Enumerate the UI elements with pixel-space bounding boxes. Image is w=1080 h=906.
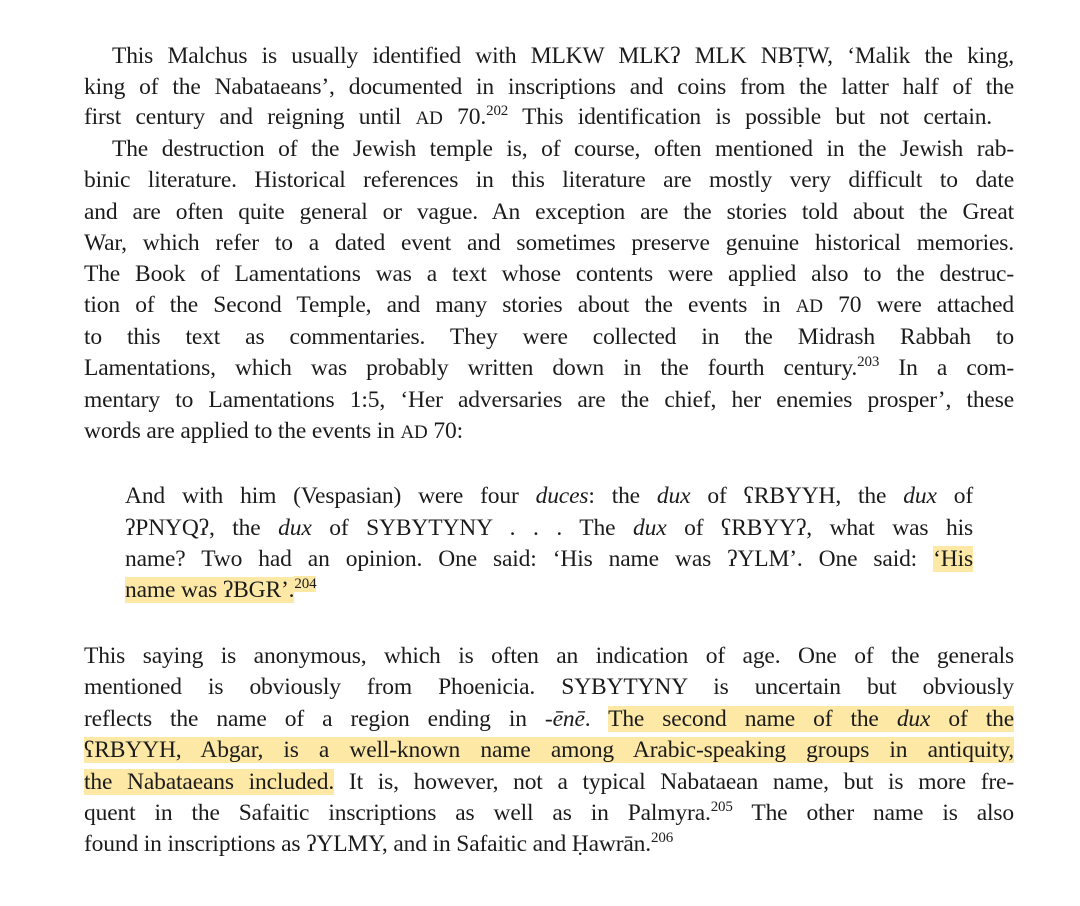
text-run: The destruction of the Jewish temple is, of course, often mentioned in the Jewish rab- [112, 136, 1014, 162]
text-run: and are often quite general or vague. An exception are the stories told about the Great [84, 199, 1014, 225]
text-line [84, 196, 1014, 228]
text-line [112, 40, 1014, 72]
text-line [84, 640, 1014, 672]
text-line [84, 703, 1014, 735]
text-run: words are applied to the events in [84, 418, 401, 444]
text-run: of [936, 483, 973, 509]
text-run: to this text as commentaries. They were collected in the Midrash Rabbah to [84, 324, 1014, 350]
text-run: The other name is also [732, 800, 1014, 826]
italic-text: dux [903, 483, 937, 509]
highlighted-text: ‘His [933, 546, 973, 572]
text-line [84, 797, 1014, 829]
footnote-ref: 206 [651, 830, 674, 846]
highlighted-text: name was ʔBGR’. [125, 577, 295, 603]
text-line [84, 164, 1014, 196]
text-line [112, 133, 1014, 165]
text-run: : the [588, 483, 657, 509]
text-run: . [584, 706, 609, 732]
text-run: name? Two had an opinion. One said: ‘His name was ʔYLM’. One said: [125, 546, 934, 572]
text-run: War, which refer to a dated event and sometimes preserve genuine historical memories. [84, 230, 1014, 256]
text-run: The Book of Lamentations was a text whose contents were applied also to the destruc- [84, 261, 1014, 287]
text-run: king of the Nabataeans’, documented in inscriptions and coins from the latter half of the [84, 74, 1014, 100]
text-run: first century and reigning until [84, 104, 416, 130]
italic-text: dux [278, 515, 312, 541]
highlighted-text: ʕRBYYH, Abgar, is a well-known name among Arabic-speaking groups in antiquity, [84, 737, 1014, 763]
text-line [84, 71, 1014, 103]
text-line [125, 574, 973, 606]
highlighted-text: dux [896, 706, 931, 732]
italic-text: -ēnē [544, 706, 585, 732]
italic-text: dux [633, 515, 667, 541]
text-run: mentary to Lamentations 1:5, ‘Her adversaries are the chief, her enemies prosper’, these [84, 387, 1014, 413]
text-line [84, 766, 1014, 798]
text-run: It is, however, not a typical Nabataean name, but is more fre- [334, 769, 1014, 795]
text-run: of SYBYTYNY . . . The [311, 515, 633, 541]
text-run: 70: [427, 418, 463, 444]
footnote-ref: 205 [710, 799, 733, 815]
text-run: And with him (Vespasian) were four [125, 483, 536, 509]
text-run: Lamentations, which was probably written down in the fourth century. [84, 355, 858, 381]
text-line [84, 384, 1014, 416]
text-run: This saying is anonymous, which is often an indication of age. One of the generals [84, 643, 1014, 669]
text-line [84, 227, 1014, 259]
text-run: of ʕRBYYH, the [690, 483, 904, 509]
text-run: found in inscriptions as ʔYLMY, and in Safaitic and Ḥawrān. [84, 831, 652, 857]
footnote-ref: 204 [294, 576, 317, 592]
text-run: In a com- [879, 355, 1014, 381]
italic-text: duces [535, 483, 589, 509]
text-line [84, 289, 1014, 321]
text-run: binic literature. Historical references in this literature are mostly very difficult to date [84, 167, 1014, 193]
text-run: mentioned is obviously from Phoenicia. SYBYTYNY is uncertain but obviously [84, 674, 1014, 700]
text-line [84, 321, 1014, 353]
highlighted-text: of the [930, 706, 1014, 732]
footnote-ref: 203 [857, 354, 880, 370]
text-run: This Malchus is usually identified with MLKW MLKʔ MLK NBṬW, ‘Malik the king, [112, 43, 1014, 69]
text-run: 70 were attached [822, 292, 1014, 318]
text-run: of ʕRBYYʔ, what was his [666, 515, 973, 541]
text-run: ʔPNYQʔ, the [125, 515, 279, 541]
italic-text: dux [656, 483, 691, 509]
text-line [125, 480, 973, 512]
text-run: 70. [442, 104, 487, 130]
small-caps-text: AD [415, 108, 443, 129]
text-line [84, 352, 1014, 384]
highlighted-text: The second name of the [608, 706, 897, 732]
highlighted-text: the Nabataeans included. [84, 769, 335, 795]
text-run: reflects the name of a region ending in [84, 706, 545, 732]
small-caps-text: AD [795, 296, 823, 317]
small-caps-text: AD [400, 422, 428, 443]
text-line [84, 828, 1014, 860]
text-line [84, 415, 1014, 447]
text-line [125, 512, 973, 544]
text-line [84, 734, 1014, 766]
text-line [84, 101, 992, 133]
text-line [84, 671, 1014, 703]
text-line [125, 543, 973, 575]
footnote-ref: 202 [486, 103, 509, 119]
text-run: quent in the Safaitic inscriptions as well as in Palmyra. [84, 800, 711, 826]
text-run: tion of the Second Temple, and many stories about the events in [84, 292, 796, 318]
text-run: This identification is possible but not certain. [508, 104, 993, 130]
text-line [84, 258, 1014, 290]
